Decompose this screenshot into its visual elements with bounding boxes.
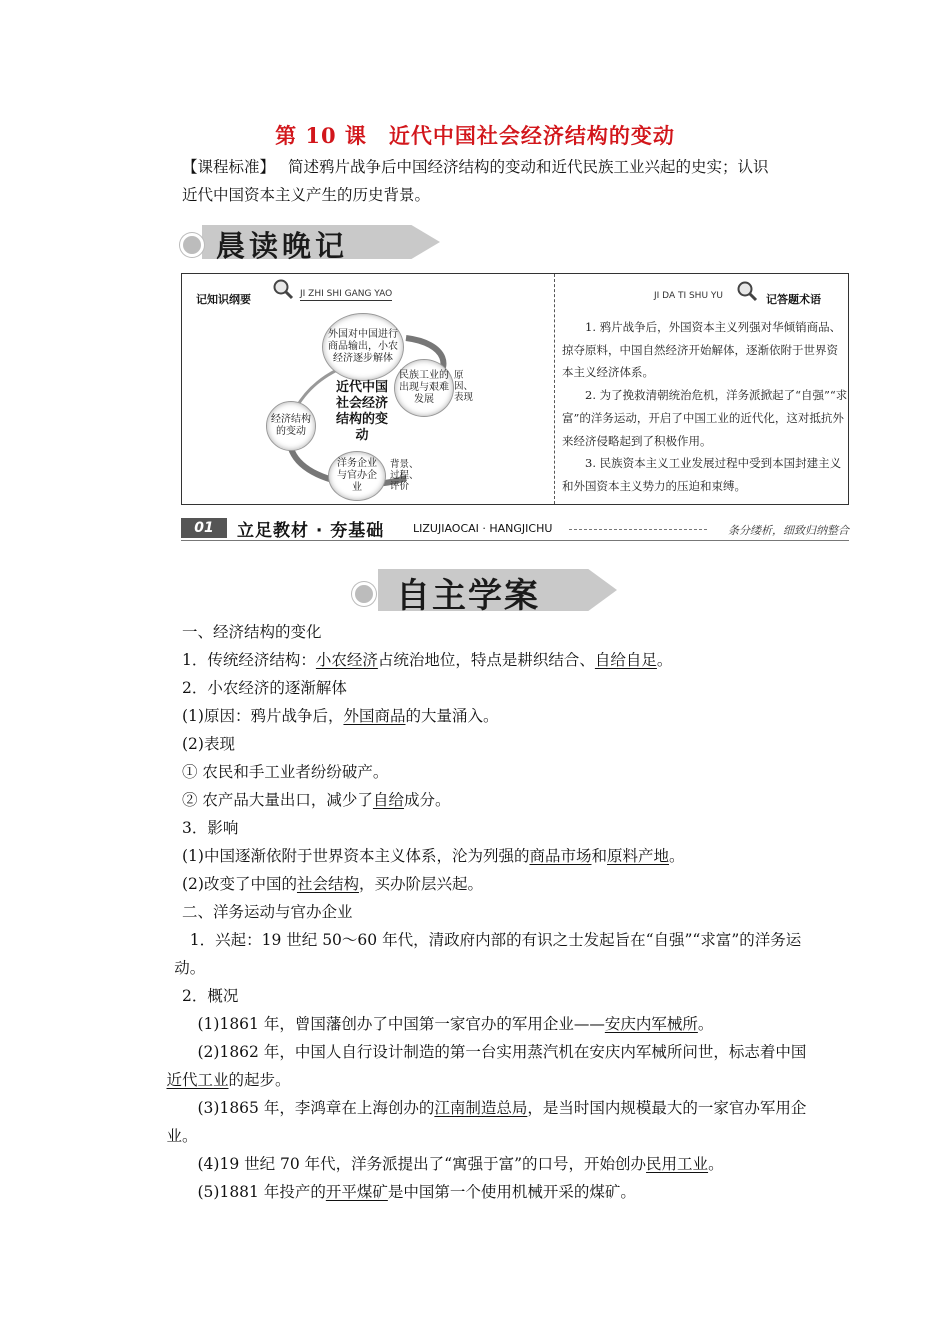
standard-text: 简述鸦片战争后中国经济结构的变动和近代民族工业兴起的史实；认识近代中国资本主义产生的历史背景。 (182, 158, 769, 204)
banner-dot-icon (352, 582, 376, 606)
answer-blank: 民用工业 (646, 1155, 709, 1173)
line: (2)表现 (182, 735, 235, 753)
banner-self-study (352, 565, 617, 615)
answer-blank: 外国商品 (343, 707, 406, 725)
answer-terms-label: 记答题术语 (766, 293, 821, 306)
answer-blank: 开平煤矿 (325, 1183, 388, 1201)
line: 3．影响 (182, 819, 239, 837)
magnifier-icon (736, 280, 758, 302)
lesson-number: 第 10 课 (275, 123, 367, 148)
answer-blank: 安庆内军械所 (604, 1015, 698, 1033)
heading-1: 一、经济结构的变化 (182, 623, 322, 641)
banner-dot-icon (180, 233, 204, 257)
line: 1．传统经济结构：小农经济占统治地位，特点是耕织结合、自给自足。 (182, 651, 673, 669)
box-divider (554, 274, 555, 504)
section-underline (181, 540, 849, 541)
knowledge-outline-label: 记知识纲要 (196, 293, 251, 306)
standard-tag: 【课程标准】 (182, 158, 276, 176)
answer-terms-pinyin: JI DA TI SHU YU (654, 291, 723, 301)
line: (3)1865 年，李鸿章在上海创办的江南制造总局，是当时国内规模最大的一家官办军用企业。 (166, 1099, 807, 1145)
answer-blank: 江南制造总局 (434, 1099, 528, 1117)
line: ② 农产品大量出口，减少了自给成分。 (182, 791, 451, 809)
diagram-node-left: 经济结构的变动 (266, 401, 316, 451)
heading-2: 二、洋务运动与官办企业 (182, 903, 353, 921)
answer-blank: 商品市场 (529, 847, 592, 865)
section-title: 立足教材 · 夯基础 (237, 521, 385, 541)
line: (1)原因：鸦片战争后，外国商品的大量涌入。 (182, 707, 499, 725)
section-header (181, 516, 849, 542)
line: 2．小农经济的逐渐解体 (182, 679, 347, 697)
diagram-node-right: 民族工业的出现与艰难发展 (394, 359, 454, 417)
section-subtitle: 条分缕析，细致归纳整合 (728, 524, 849, 537)
banner-title: 自主学案 (396, 576, 540, 616)
diagram-node-top: 外国对中国进行商品输出，小农经济逐步解体 (322, 313, 404, 381)
answer-blank: 近代工业 (166, 1071, 229, 1089)
course-standard (182, 153, 772, 209)
answer-blank: 原料产地 (607, 847, 670, 865)
summary-item: 3. 民族资本主义工业发展过程中受到本国封建主义和外国资本主义势力的压迫和束缚。 (562, 456, 842, 493)
page-title (0, 120, 950, 150)
answer-blank: 社会结构 (296, 875, 359, 893)
diagram-center: 近代中国社会经济结构的变动 (335, 380, 388, 443)
summary-item: 2. 为了挽救清朝统治危机，洋务派掀起了“自强”“求富”的洋务运动，开启了中国工业的近代化，这对抵抗外来经济侵略起到了积极作用。 (562, 388, 848, 448)
line: (1)中国逐渐依附于世界资本主义体系，沦为列强的商品市场和原料产地。 (182, 847, 685, 865)
answer-blank: 自给自足 (594, 651, 657, 669)
answer-terms-list (562, 316, 848, 498)
line: (5)1881 年投产的开平煤矿是中国第一个使用机械开采的煤矿。 (197, 1183, 636, 1201)
line: 1．兴起：19 世纪 50～60 年代，清政府内部的有识之士发起旨在“自强”“求富”的洋务运动。 (174, 931, 802, 977)
diagram-side-right: 原因、表现 (454, 370, 474, 403)
diagram-node-bottom: 洋务企业与官办企业 (328, 451, 386, 501)
section-pinyin: LIZUJIAOCAI · HANGJICHU (413, 522, 553, 535)
magnifier-icon (272, 278, 294, 300)
summary-item: 1. 鸦片战争后，外国资本主义列强对华倾销商品、掠夺原料，中国自然经济开始解体，逐渐依附于世界资本主义经济体系。 (562, 320, 842, 380)
study-content (166, 618, 814, 1206)
line: (2)1862 年，中国人自行设计制造的第一台实用蒸汽机在安庆内军械所问世，标志着中国近代工业的起步。 (166, 1043, 807, 1089)
line: ① 农民和手工业者纷纷破产。 (182, 763, 389, 781)
section-dashline (569, 529, 707, 530)
knowledge-outline-pinyin: JI ZHI SHI GANG YAO (300, 289, 393, 299)
section-number: 01 (181, 518, 227, 538)
answer-blank: 小农经济 (315, 651, 378, 669)
diagram-side-bottom: 背景、过程、评价 (390, 459, 419, 492)
answer-blank: 自给 (372, 791, 404, 809)
lesson-title: 近代中国社会经济结构的变动 (388, 123, 675, 148)
line: 2．概况 (182, 987, 239, 1005)
banner-morning-reading (180, 216, 440, 266)
line: (4)19 世纪 70 年代，洋务派提出了“寓强于富”的口号，开始创办民用工业。 (197, 1155, 724, 1173)
line: (2)改变了中国的社会结构，买办阶层兴起。 (182, 875, 483, 893)
line: (1)1861 年，曾国藩创办了中国第一家官办的军用企业——安庆内军械所。 (197, 1015, 714, 1033)
banner-title: 晨读晚记 (216, 229, 349, 263)
